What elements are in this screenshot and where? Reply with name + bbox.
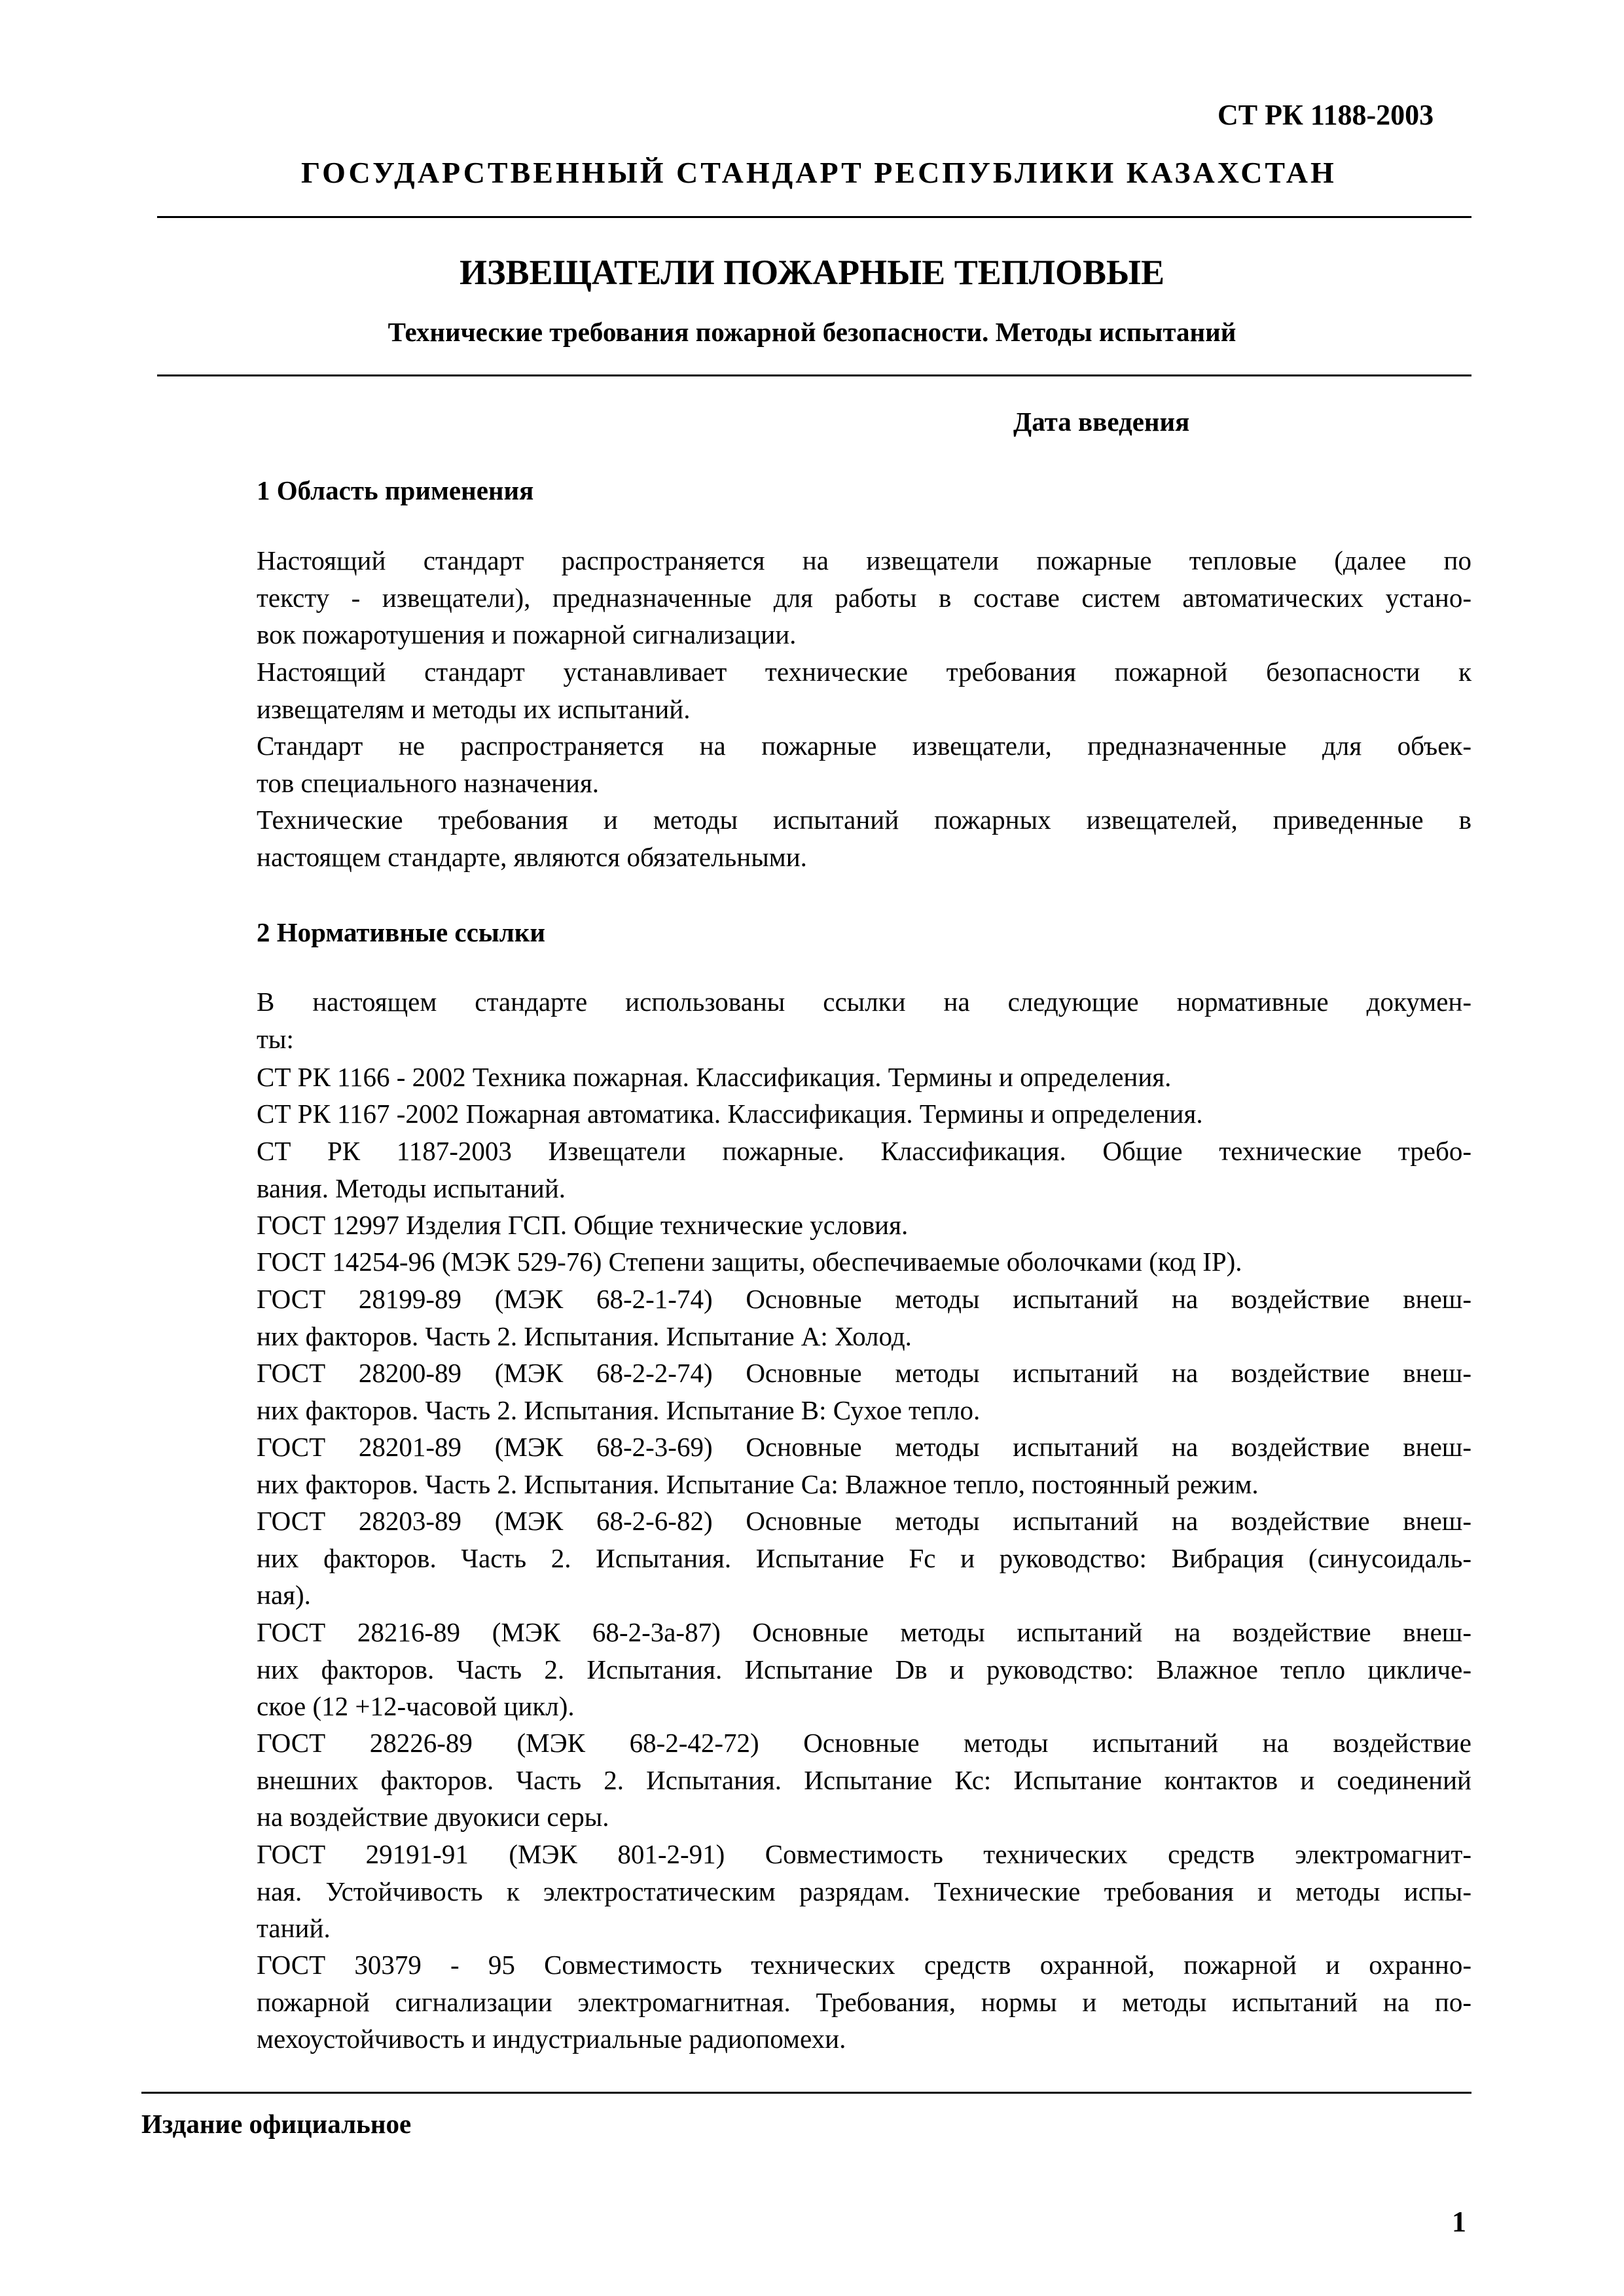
text-line: ГОСТ 28203-89 (МЭК 68-2-6-82) Основные методы испытаний на воздействие внеш- (257, 1506, 1471, 1536)
reference-item (158, 1355, 1471, 1429)
text-line: ГОСТ 30379 - 95 Совместимость технических средств охранной, пожарной и охранно- (257, 1950, 1471, 1980)
text-line: ГОСТ 14254-96 (МЭК 529-76) Степени защиты, обеспечиваемые оболочками (код IP). (257, 1247, 1242, 1277)
text-line: извещателям и методы их испытаний. (257, 693, 691, 724)
text-line: них факторов. Часть 2. Испытания. Испытание Са: Влажное тепло, постоянный режим. (257, 1468, 1259, 1499)
page-number: 1 (1452, 2206, 1466, 2238)
text-line: СТ РК 1187-2003 Извещатели пожарные. Классификация. Общие технические требо- (257, 1136, 1471, 1166)
text-line: тов специального назначения. (257, 767, 600, 798)
reference-item (158, 1281, 1471, 1355)
text-line: них факторов. Часть 2. Испытания. Испытание В: Сухое тепло. (257, 1394, 981, 1425)
text-line: ГОСТ 28226-89 (МЭК 68-2-42-72) Основные методы испытаний на воздействие (257, 1728, 1471, 1758)
text-line: ная). (257, 1580, 311, 1610)
text-line: вания. Методы испытаний. (257, 1173, 566, 1203)
document-title: ИЗВЕЩАТЕЛИ ПОЖАРНЫЕ ТЕПЛОВЫЕ (459, 253, 1165, 292)
text-line: ГОСТ 28201-89 (МЭК 68-2-3-69) Основные методы испытаний на воздействие внеш- (257, 1432, 1471, 1462)
text-line: них факторов. Часть 2. Испытания. Испытание А: Холод. (257, 1321, 912, 1351)
intro-date-label: Дата введения (1013, 407, 1190, 437)
reference-item (158, 1614, 1471, 1725)
text-line: ГОСТ 28200-89 (МЭК 68-2-2-74) Основные методы испытаний на воздействие внеш- (257, 1358, 1471, 1388)
reference-item (158, 1207, 1471, 1244)
text-line: Технические требования и методы испытаний пожарных извещателей, приведенные в (257, 805, 1471, 835)
text-line: мехоустойчивость и индустриальные радиопомехи. (257, 2024, 846, 2054)
text-line: Настоящий стандарт устанавливает технические требования пожарной безопасности к (257, 657, 1471, 687)
document-subtitle: Технические требования пожарной безопасности. Методы испытаний (388, 317, 1236, 347)
reference-item (158, 1503, 1471, 1614)
header-rule (157, 216, 1471, 218)
text-line: них факторов. Часть 2. Испытания. Испытание Dв и руководство: Влажное тепло цикличе- (257, 1654, 1471, 1685)
text-line: на воздействие двуокиси серы. (257, 1802, 609, 1832)
text-line: В настоящем стандарте использованы ссылки на следующие нормативные докумен- (257, 987, 1471, 1017)
text-line: ГОСТ 29191-91 (МЭК 801-2-91) Совместимость технических средств электромагнит- (257, 1839, 1471, 1869)
text-line: СТ РК 1166 - 2002 Техника пожарная. Классификация. Термины и определения. (257, 1062, 1172, 1092)
reference-item (158, 1059, 1471, 1096)
text-line: них факторов. Часть 2. Испытания. Испытание Fc и руководство: Вибрация (синусоидаль- (257, 1542, 1471, 1573)
reference-item (158, 1946, 1471, 2058)
references-intro (158, 983, 1471, 1057)
text-line: настоящем стандарте, являются обязательными. (257, 841, 807, 872)
reference-item (158, 1724, 1471, 1836)
text-line: тексту - извещатели), предназначенные для работы в составе систем автоматических устано- (257, 582, 1471, 613)
text-line: таний. (257, 1913, 331, 1943)
text-line: ГОСТ 28199-89 (МЭК 68-2-1-74) Основные методы испытаний на воздействие внеш- (257, 1284, 1471, 1314)
text-line: Стандарт не распространяется на пожарные извещатели, предназначенные для объек- (257, 731, 1471, 761)
scope-paragraph (158, 542, 1471, 653)
title-rule (157, 374, 1471, 376)
reference-item (158, 1133, 1471, 1207)
scope-paragraph (158, 727, 1471, 801)
text-line: пожарной сигнализации электромагнитная. Требования, нормы и методы испытаний на по- (257, 1986, 1471, 2017)
text-line: ГОСТ 28216-89 (МЭК 68-2-3а-87) Основные методы испытаний на воздействие внеш- (257, 1617, 1471, 1647)
reference-item (158, 1429, 1471, 1503)
reference-item (158, 1243, 1471, 1281)
section-heading-references: 2 Нормативные ссылки (257, 917, 546, 947)
text-line: ная. Устойчивость к электростатическим разрядам. Технические требования и методы испы- (257, 1876, 1471, 1906)
text-line: СТ РК 1167 -2002 Пожарная автоматика. Классификация. Термины и определения. (257, 1099, 1203, 1129)
reference-item (158, 1836, 1471, 1947)
standard-code: СТ РК 1188-2003 (1218, 99, 1434, 131)
text-line: ГОСТ 12997 Изделия ГСП. Общие технические условия. (257, 1210, 909, 1240)
text-line: Настоящий стандарт распространяется на извещатели пожарные тепловые (далее по (257, 545, 1471, 575)
scope-paragraph (158, 653, 1471, 727)
footer-rule (141, 2092, 1471, 2094)
text-line: вок пожаротушения и пожарной сигнализации. (257, 619, 797, 649)
text-line: ское (12 +12-часовой цикл). (257, 1691, 575, 1721)
agency-title: ГОСУДАРСТВЕННЫЙ СТАНДАРТ РЕСПУБЛИКИ КАЗАХСТАН (301, 156, 1337, 189)
section-heading-scope: 1 Область применения (257, 475, 534, 505)
text-line: ты: (257, 1023, 294, 1054)
reference-item (158, 1095, 1471, 1133)
edition-label: Издание официальное (141, 2109, 412, 2139)
scope-paragraph (158, 801, 1471, 875)
text-line: внешних факторов. Часть 2. Испытания. Испытание Кс: Испытание контактов и соединений (257, 1764, 1471, 1795)
